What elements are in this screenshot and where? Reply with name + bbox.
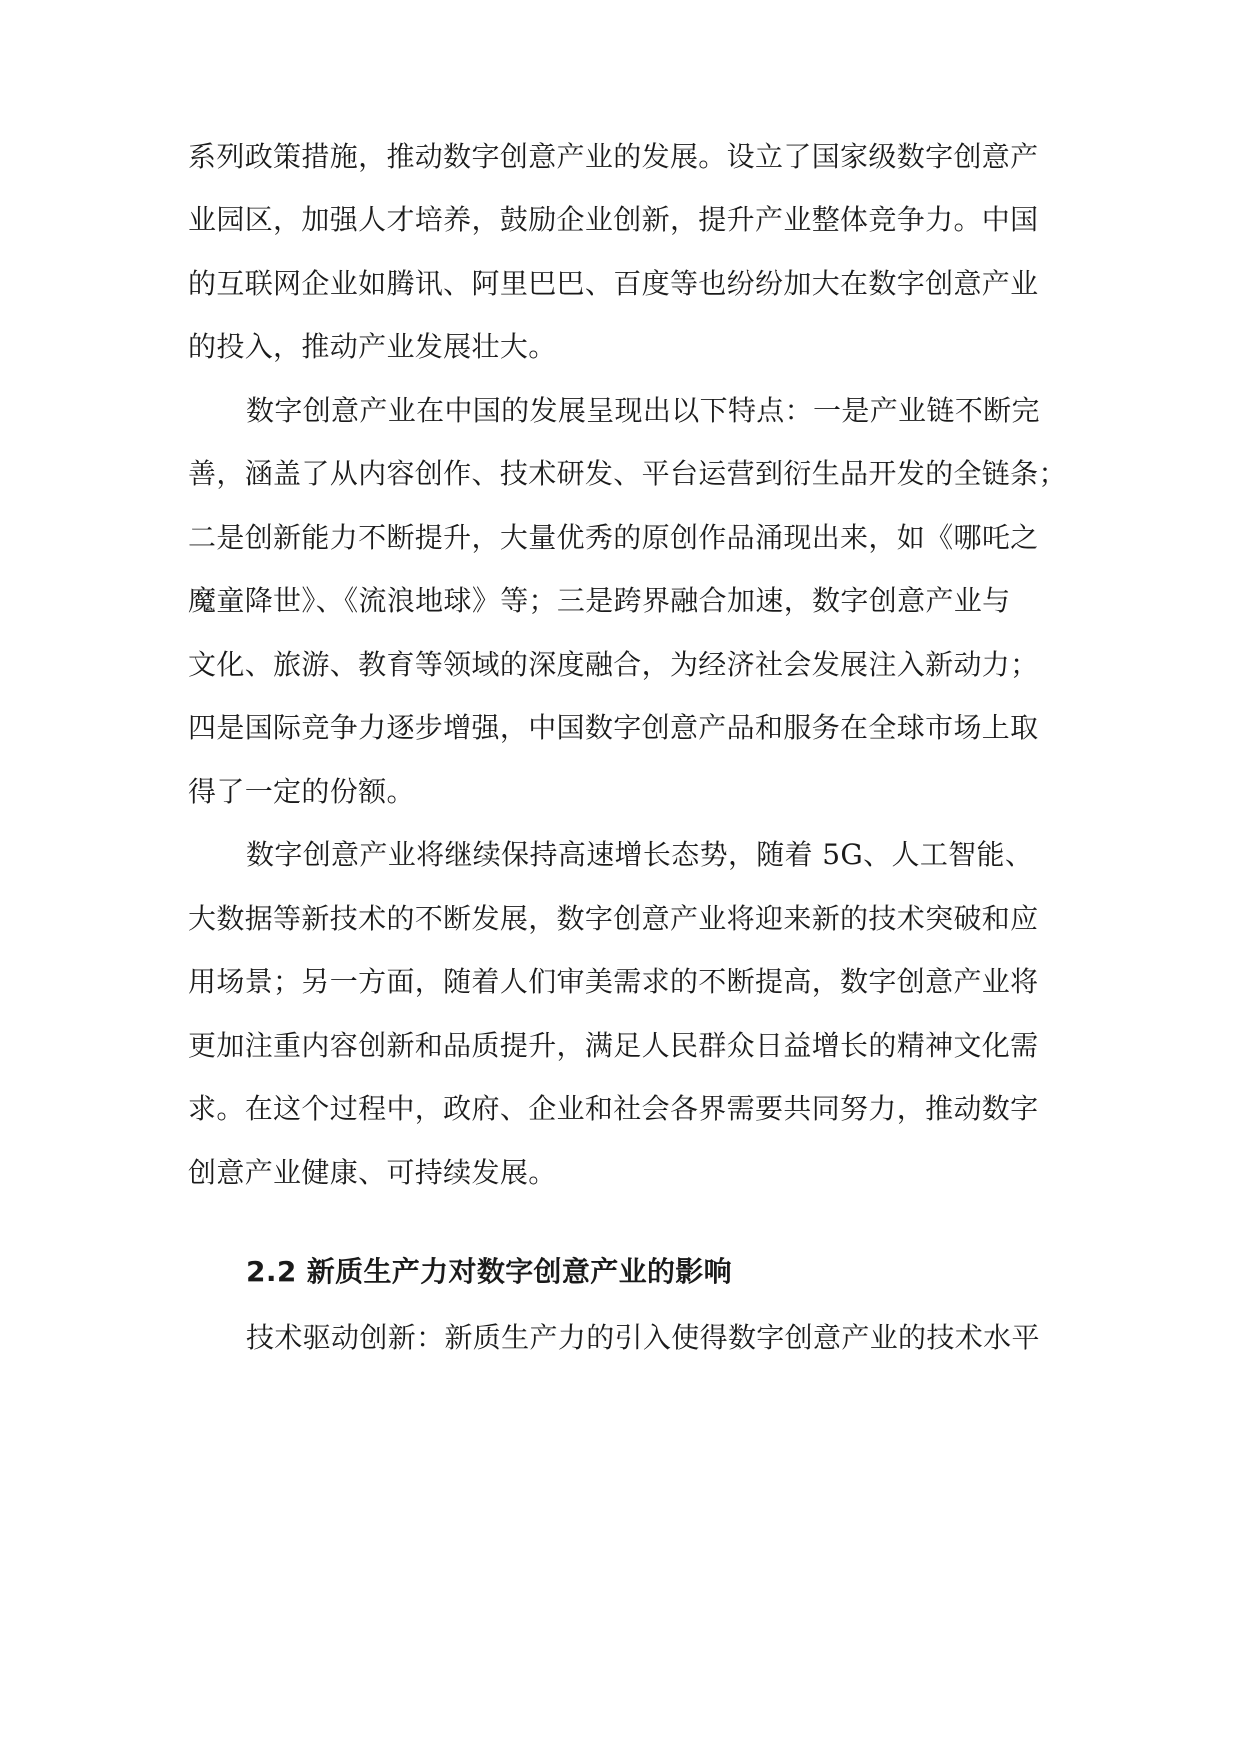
section-heading: 2.2 新质生产力对数字创意产业的影响 xyxy=(246,1255,733,1288)
paragraph-line: 系列政策措施，推动数字创意产业的发展。设立了国家级数字创意产 xyxy=(188,140,1039,173)
paragraph-line: 的互联网企业如腾讯、阿里巴巴、百度等也纷纷加大在数字创意产业 xyxy=(188,267,1039,300)
paragraph-line: 的投入，推动产业发展壮大。 xyxy=(188,330,557,363)
paragraph-line: 求。在这个过程中，政府、企业和社会各界需要共同努力，推动数字 xyxy=(188,1092,1039,1125)
paragraph-line: 数字创意产业将继续保持高速增长态势，随着 5G、人工智能、 xyxy=(246,838,1034,871)
paragraph-line: 四是国际竞争力逐步增强，中国数字创意产品和服务在全球市场上取 xyxy=(188,711,1039,744)
paragraph-line: 大数据等新技术的不断发展，数字创意产业将迎来新的技术突破和应 xyxy=(188,902,1039,935)
paragraph-line: 数字创意产业在中国的发展呈现出以下特点：一是产业链不断完 xyxy=(246,394,1040,427)
paragraph-line: 魔童降世》、《流浪地球》等；三是跨界融合加速，数字创意产业与 xyxy=(188,584,1011,617)
paragraph-line: 技术驱动创新：新质生产力的引入使得数字创意产业的技术水平 xyxy=(246,1321,1040,1354)
paragraph-line: 业园区，加强人才培养，鼓励企业创新，提升产业整体竞争力。中国 xyxy=(188,203,1039,236)
paragraph-line: 文化、旅游、教育等领域的深度融合，为经济社会发展注入新动力； xyxy=(188,648,1039,681)
paragraph-line: 创意产业健康、可持续发展。 xyxy=(188,1156,557,1189)
paragraph-line: 得了一定的份额。 xyxy=(188,775,415,808)
paragraph-line: 更加注重内容创新和品质提升，满足人民群众日益增长的精神文化需 xyxy=(188,1029,1039,1062)
paragraph-line: 二是创新能力不断提升，大量优秀的原创作品涌现出来，如《哪吒之 xyxy=(188,521,1039,554)
paragraph-line: 用场景；另一方面，随着人们审美需求的不断提高，数字创意产业将 xyxy=(188,965,1039,998)
paragraph-line: 善，涵盖了从内容创作、技术研发、平台运营到衍生品开发的全链条； xyxy=(188,457,1067,490)
